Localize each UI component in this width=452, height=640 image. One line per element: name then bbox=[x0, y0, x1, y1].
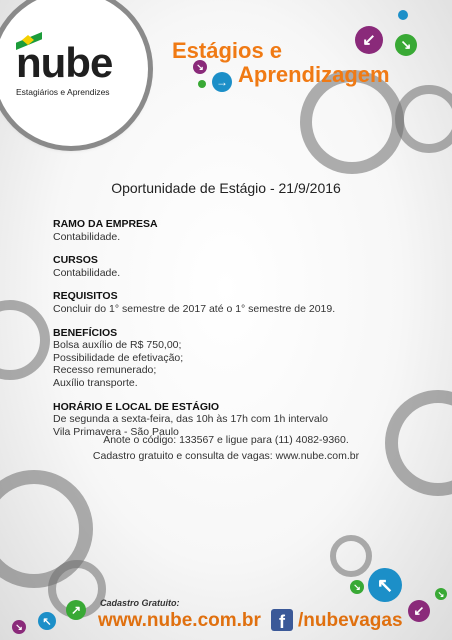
arrow-icon bbox=[198, 80, 206, 88]
section-beneficios bbox=[53, 327, 413, 390]
job-details bbox=[53, 218, 413, 449]
arrow-icon bbox=[398, 10, 408, 20]
arrow-icon: ↙ bbox=[408, 600, 430, 622]
logo bbox=[0, 0, 148, 146]
section-line: Vila Primavera - São Paulo bbox=[53, 425, 179, 438]
decorative-ring bbox=[395, 85, 452, 153]
decorative-ring bbox=[0, 300, 50, 380]
section-heading: RAMO DA EMPRESA bbox=[53, 218, 158, 230]
section-heading: CURSOS bbox=[53, 254, 98, 267]
section-line: Contabilidade. bbox=[53, 230, 121, 243]
arrow-icon: ↘ bbox=[395, 34, 417, 56]
section-line: Recesso remunerado; bbox=[53, 364, 157, 377]
section-requisitos bbox=[53, 290, 413, 315]
section-line: Contabilidade. bbox=[53, 266, 121, 279]
section-line: Possibilidade de efetivação; bbox=[53, 351, 184, 364]
page-title: Oportunidade de Estágio - 21/9/2016 bbox=[111, 180, 341, 196]
header-title-line1: Estágios e bbox=[172, 38, 283, 63]
arrow-icon: ↘ bbox=[193, 60, 207, 74]
arrow-icon: ↘ bbox=[12, 620, 26, 634]
logo-tagline: Estagiários e Aprendizes bbox=[16, 87, 110, 97]
decorative-ring bbox=[330, 535, 372, 577]
facebook-handle[interactable]: /nubevagas bbox=[298, 610, 403, 631]
arrow-icon: ↘ bbox=[350, 580, 364, 594]
section-horario bbox=[53, 401, 413, 439]
section-line: Concluir do 1° semestre de 2017 até o 1° semestre de 2019. bbox=[53, 302, 336, 315]
arrow-icon: ↙ bbox=[355, 26, 383, 54]
header-title-line2: Aprendizagem bbox=[238, 62, 390, 87]
arrow-icon: ↘ bbox=[435, 588, 447, 600]
section-line: De segunda a sexta-feira, das 10h às 17h com 1h intervalo bbox=[53, 413, 328, 426]
section-line: Bolsa auxílio de R$ 750,00; bbox=[53, 339, 182, 352]
cadastro-line: Cadastro gratuito e consulta de vagas: www.nube.com.br bbox=[92, 450, 360, 462]
cadastro-gratuito-label: Cadastro Gratuito: bbox=[100, 598, 180, 608]
arrow-icon: ↖ bbox=[368, 568, 402, 602]
section-heading: REQUISITOS bbox=[53, 290, 118, 303]
arrow-icon: → bbox=[212, 72, 232, 92]
section-cursos bbox=[53, 254, 413, 279]
logo-wordmark: nube bbox=[16, 39, 113, 86]
arrow-icon: ↗ bbox=[66, 600, 86, 620]
section-line: Auxílio transporte. bbox=[53, 376, 138, 389]
section-heading: HORÁRIO E LOCAL DE ESTÁGIO bbox=[53, 400, 220, 413]
website-link[interactable]: www.nube.com.br bbox=[98, 610, 261, 631]
section-ramo bbox=[53, 218, 413, 243]
arrow-icon: ↖ bbox=[38, 612, 56, 630]
facebook-icon: f bbox=[271, 609, 293, 631]
section-heading: BENEFÍCIOS bbox=[53, 326, 118, 339]
code-line: Anote o código: 133567 e ligue para (11) 4082-9360. bbox=[103, 434, 349, 446]
